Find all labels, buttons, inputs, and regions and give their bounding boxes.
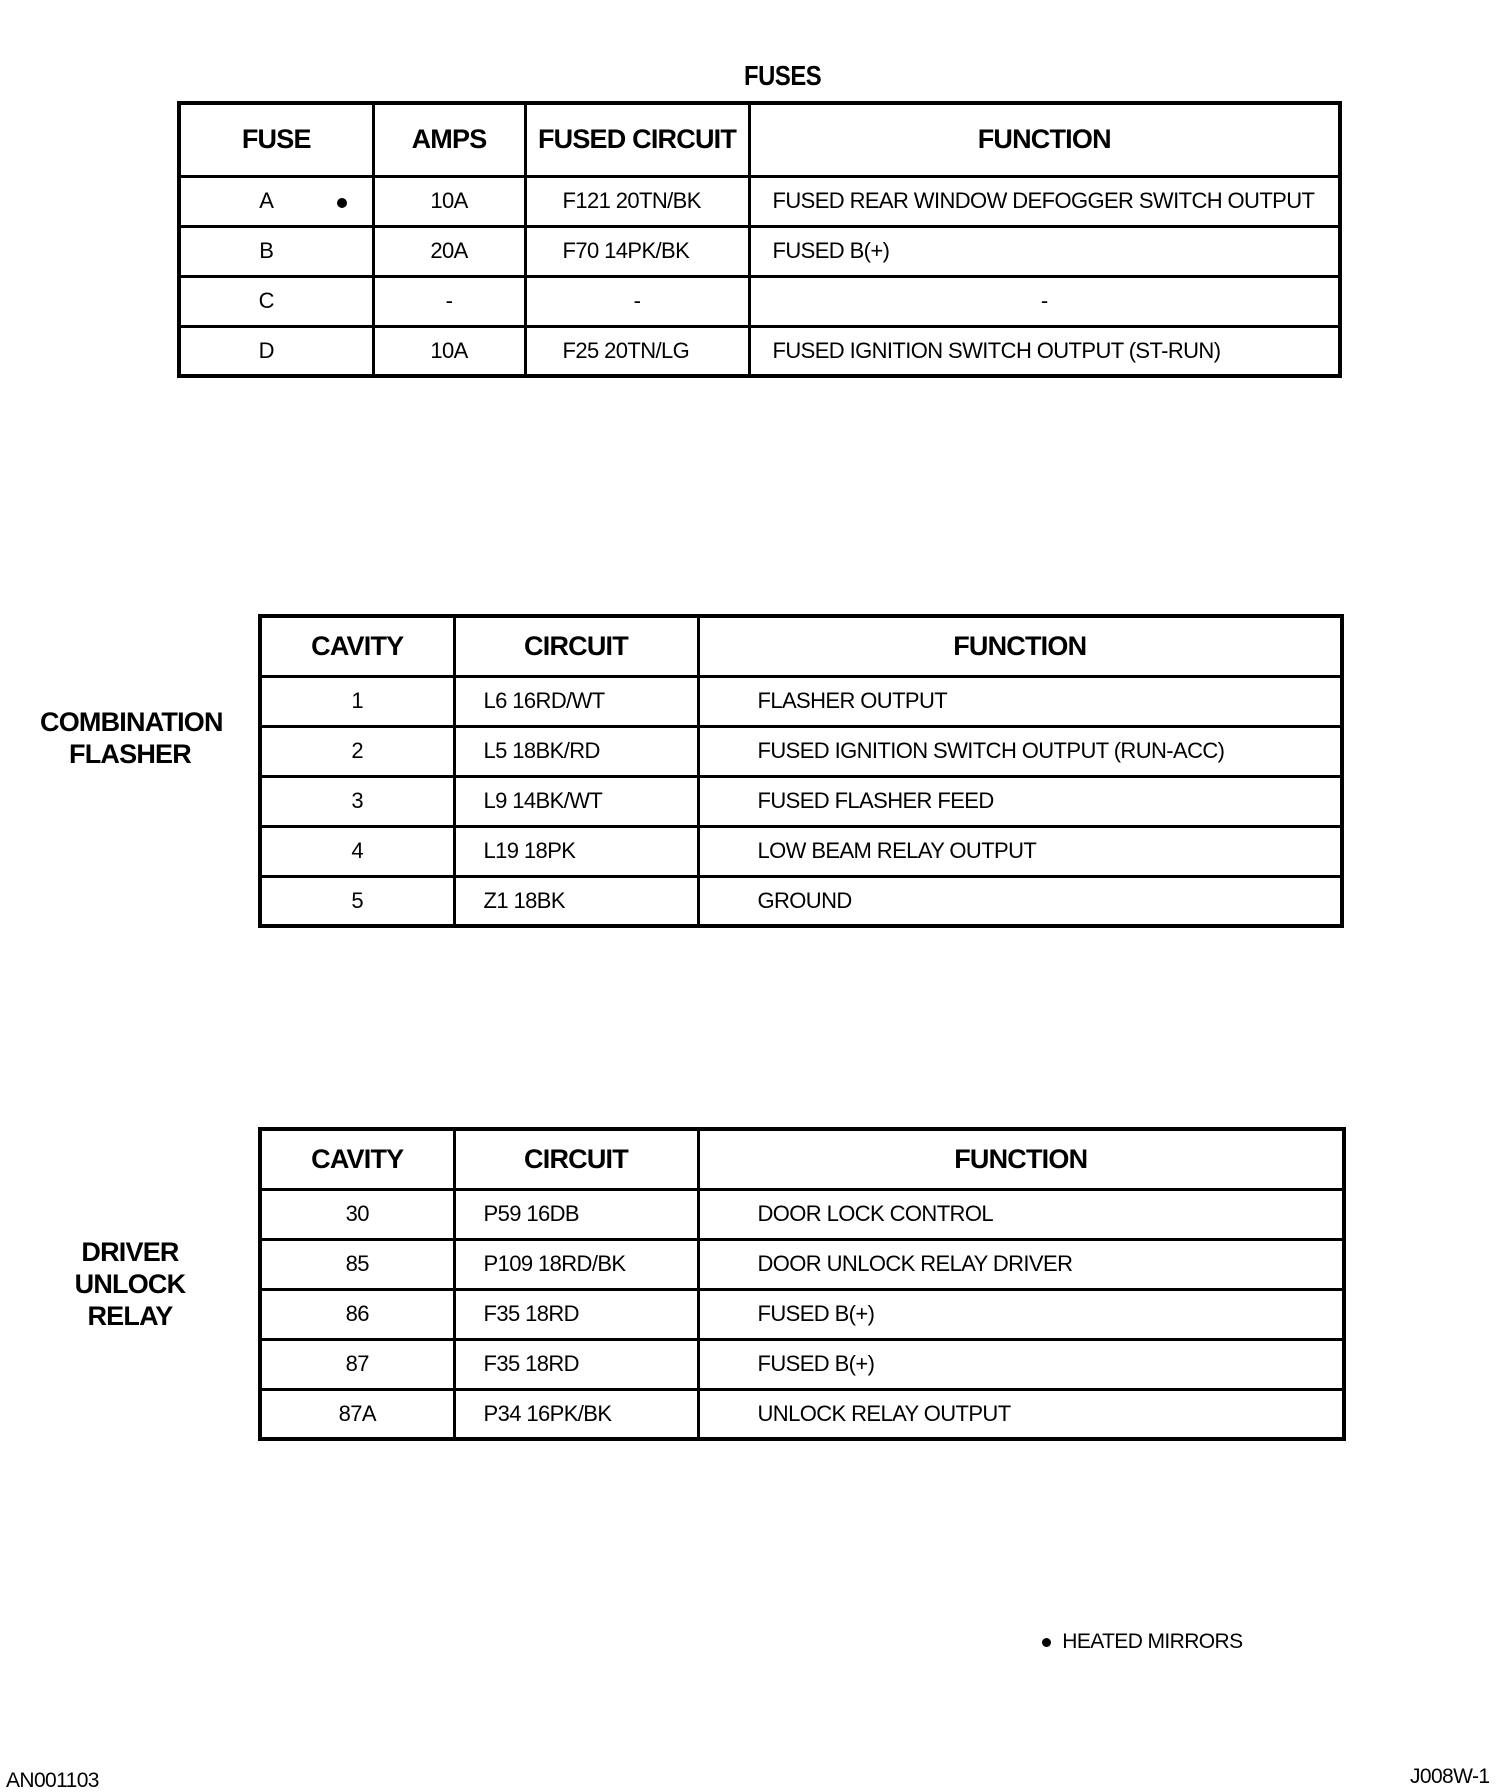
cavity-cell: 87A (260, 1389, 454, 1439)
cavity-cell: 5 (260, 876, 454, 926)
table-row (260, 726, 1342, 776)
cavity-cell: 30 (260, 1189, 454, 1239)
legend (1042, 1630, 1242, 1654)
driver-unlock-relay-table (258, 1127, 1346, 1441)
amps-cell: 20A (373, 226, 525, 276)
function-cell: UNLOCK RELAY OUTPUT (698, 1389, 1344, 1439)
fuses-title: FUSES (744, 60, 822, 91)
combination-flasher-table (258, 614, 1344, 928)
cavity-cell: 4 (260, 826, 454, 876)
table-row (260, 1389, 1344, 1439)
relay-header-row (260, 1129, 1344, 1189)
header-function: FUNCTION (698, 1129, 1344, 1189)
function-cell: FLASHER OUTPUT (698, 676, 1342, 726)
circuit-cell: F25 20TN/LG (525, 326, 749, 376)
function-cell: FUSED B(+) (698, 1339, 1344, 1389)
fuse-cell (179, 276, 373, 326)
header-circuit: CIRCUIT (454, 1129, 698, 1189)
legend-text: HEATED MIRRORS (1062, 1630, 1243, 1653)
fuses-header-row (179, 103, 1340, 176)
function-cell: LOW BEAM RELAY OUTPUT (698, 826, 1342, 876)
table-row (260, 1189, 1344, 1239)
circuit-cell: F70 14PK/BK (525, 226, 749, 276)
driver-unlock-relay-label-line1: DRIVER (81, 1237, 179, 1267)
cavity-cell: 1 (260, 676, 454, 726)
function-cell: DOOR UNLOCK RELAY DRIVER (698, 1239, 1344, 1289)
fuse-id: C (258, 288, 274, 313)
circuit-cell: L5 18BK/RD (454, 726, 698, 776)
header-cavity: CAVITY (260, 616, 454, 676)
amps-cell: - (373, 276, 525, 326)
circuit-cell: P34 16PK/BK (454, 1389, 698, 1439)
table-row (260, 876, 1342, 926)
circuit-cell: L6 16RD/WT (454, 676, 698, 726)
table-row (260, 1289, 1344, 1339)
circuit-cell: F121 20TN/BK (525, 176, 749, 226)
function-cell: FUSED B(+) (698, 1289, 1344, 1339)
cavity-cell: 87 (260, 1339, 454, 1389)
fuse-id: D (258, 337, 274, 363)
fuses-table (177, 101, 1342, 378)
function-cell: FUSED IGNITION SWITCH OUTPUT (RUN-ACC) (698, 726, 1342, 776)
amps-cell: 10A (373, 326, 525, 376)
circuit-cell: P109 18RD/BK (454, 1239, 698, 1289)
circuit-cell: P59 16DB (454, 1189, 698, 1239)
table-row (179, 276, 1340, 326)
function-cell: FUSED REAR WINDOW DEFOGGER SWITCH OUTPUT (749, 176, 1340, 226)
footer-right-code: J008W-1 (1410, 1765, 1490, 1788)
circuit-cell: F35 18RD (454, 1339, 698, 1389)
cavity-cell: 3 (260, 776, 454, 826)
heated-mirrors-bullet-icon (337, 198, 347, 208)
table-row (179, 226, 1340, 276)
table-row (260, 676, 1342, 726)
circuit-cell: - (525, 276, 749, 326)
fuse-cell (179, 176, 373, 226)
table-row (179, 176, 1340, 226)
header-function: FUNCTION (698, 616, 1342, 676)
footer-left-code: AN001103 (6, 1769, 99, 1792)
combination-flasher-label (40, 706, 223, 770)
cavity-cell: 86 (260, 1289, 454, 1339)
header-function: FUNCTION (749, 103, 1340, 176)
circuit-cell: F35 18RD (454, 1289, 698, 1339)
driver-unlock-relay-label-line3: RELAY (87, 1301, 173, 1331)
table-row (260, 776, 1342, 826)
table-row (179, 326, 1340, 376)
function-cell: FUSED FLASHER FEED (698, 776, 1342, 826)
cavity-cell: 85 (260, 1239, 454, 1289)
function-cell: FUSED B(+) (749, 226, 1340, 276)
amps-cell: 10A (373, 176, 525, 226)
bullet-icon (1042, 1638, 1051, 1647)
combination-flasher-label-line2: FLASHER (69, 739, 191, 769)
header-circuit: CIRCUIT (454, 616, 698, 676)
function-cell: - (749, 276, 1340, 326)
table-row (260, 1239, 1344, 1289)
fuse-id: A (259, 188, 274, 213)
fuse-cell (179, 226, 373, 276)
combination-flasher-label-line1: COMBINATION (40, 707, 223, 737)
header-amps: AMPS (373, 103, 525, 176)
header-cavity: CAVITY (260, 1129, 454, 1189)
flasher-header-row (260, 616, 1342, 676)
table-row (260, 826, 1342, 876)
function-cell: DOOR LOCK CONTROL (698, 1189, 1344, 1239)
header-fuse: FUSE (179, 103, 373, 176)
circuit-cell: L19 18PK (454, 826, 698, 876)
driver-unlock-relay-label (40, 1236, 220, 1332)
circuit-cell: Z1 18BK (454, 876, 698, 926)
header-fused-circuit: FUSED CIRCUIT (525, 103, 749, 176)
fuse-cell (179, 326, 373, 376)
table-row (260, 1339, 1344, 1389)
function-cell: FUSED IGNITION SWITCH OUTPUT (ST-RUN) (749, 326, 1340, 376)
function-cell: GROUND (698, 876, 1342, 926)
fuse-id: B (259, 238, 274, 263)
cavity-cell: 2 (260, 726, 454, 776)
circuit-cell: L9 14BK/WT (454, 776, 698, 826)
driver-unlock-relay-label-line2: UNLOCK (74, 1269, 186, 1299)
